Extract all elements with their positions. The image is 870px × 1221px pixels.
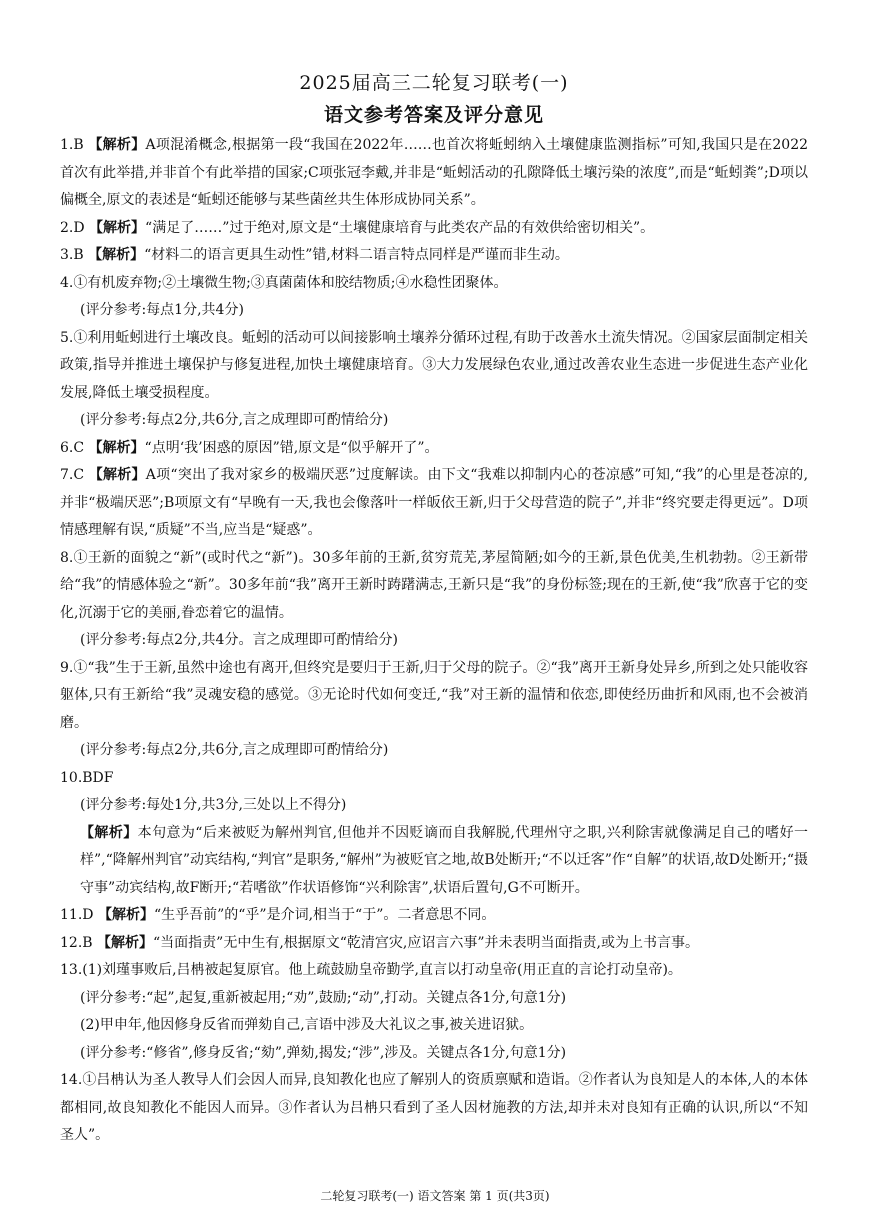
answer-text: ①利用蚯蚓进行土壤改良。蚯蚓的活动可以间接影响土壤养分循环过程,有助于改善水土流失情况。②国家层面制定相关政策,指导并推进土壤保护与修复进程,加快土壤健康培育。③大力发展绿色农业,通过改善农业生态进一步促进生态产业化发展,降低土壤受损程度。 bbox=[60, 329, 808, 401]
answer-item bbox=[60, 655, 808, 738]
answer-list bbox=[60, 132, 808, 1150]
scoring-note bbox=[60, 737, 808, 765]
answer-text: (1)刘瑾事败后,吕柟被起复原官。他上疏鼓励皇帝勤学,直言以打动皇帝(用正直的言论打动皇帝)。 bbox=[82, 962, 682, 978]
question-number: 5. bbox=[60, 329, 74, 346]
question-number: 9. bbox=[60, 659, 74, 676]
analysis-tag: 【解析】 bbox=[88, 439, 145, 456]
answer-item bbox=[60, 820, 808, 903]
question-number: 2.D bbox=[60, 219, 85, 236]
scoring-note bbox=[60, 1012, 808, 1040]
page-title: 2025届高三二轮复习联考(一) bbox=[299, 72, 569, 94]
answer-text: ①王新的面貌之“新”(或时代之“新”)。30多年前的王新,贫穷荒芜,茅屋简陋;如今的王新,景色优美,生机勃勃。②王新带给“我”的情感体验之“新”。30多年前“我”离开王新时踌躇满志,王新只是“我”的身份标签;现在的王新,使“我”欣喜于它的变化,沉溺于它的美丽,眷恋着它的温情。 bbox=[60, 549, 808, 621]
question-number: 8. bbox=[60, 549, 74, 566]
answer-text: “生乎吾前”的“乎”是介词,相当于“于”。二者意思不同。 bbox=[153, 907, 496, 923]
answer-text: ①有机废弃物;②土壤微生物;③真菌菌体和胶结物质;④水稳性团聚体。 bbox=[73, 274, 508, 291]
question-number: 12.B bbox=[60, 934, 93, 951]
scoring-note bbox=[60, 1040, 808, 1068]
analysis-tag: 【解析】 bbox=[88, 247, 145, 263]
answer-text: ①吕柟认为圣人教导人们会因人而异,良知教化也应了解别人的资质禀赋和造诣。②作者认为良知是人的本体,人的本体都相同,故良知教化不能因人而异。③作者认为吕柟只看到了圣人因材施教的方法,却并未对良知有正确的认识,所以“不知圣人”。 bbox=[60, 1072, 808, 1143]
analysis-tag: 【解析】 bbox=[88, 137, 146, 153]
scoring-note bbox=[60, 407, 808, 435]
answer-item bbox=[60, 270, 808, 298]
answer-item bbox=[60, 325, 808, 408]
answer-item bbox=[60, 215, 808, 243]
answer-text: (评分参考:“修省”,修身反省;“劾”,弹劾,揭发;“涉”,涉及。关键点各1分,句意1分) bbox=[80, 1044, 567, 1061]
answer-item bbox=[60, 242, 808, 270]
answer-item bbox=[60, 1067, 808, 1150]
analysis-tag: 【解析】 bbox=[80, 824, 138, 841]
answer-text: “满足了……”过于绝对,原文是“土壤健康培育与此类农产品的有效供给密切相关”。 bbox=[145, 219, 655, 236]
answer-text: “材料二的语言更具生动性”错,材料二语言特点同样是严谨而非生动。 bbox=[144, 247, 569, 263]
question-number: 7.C bbox=[60, 467, 85, 483]
answer-text: (2)甲申年,他因修身反省而弹劾自己,言语中涉及大礼议之事,被关进诏狱。 bbox=[80, 1017, 534, 1033]
answer-item bbox=[60, 957, 808, 985]
answer-item bbox=[60, 545, 808, 628]
page-subtitle: 语文参考答案及评分意见 bbox=[323, 104, 544, 126]
answer-item bbox=[60, 435, 808, 463]
analysis-tag: 【解析】 bbox=[97, 907, 154, 923]
answer-item bbox=[60, 462, 808, 545]
page-footer: 二轮复习联考(一) 语文答案 第 1 页(共3页) bbox=[320, 1189, 550, 1203]
answer-text: “当面指责”无中生有,根据原文“乾清宫灾,应诏言六事”并未表明当面指责,或为上书言事。 bbox=[153, 934, 699, 951]
question-number: 14. bbox=[60, 1072, 83, 1088]
scoring-note bbox=[60, 627, 808, 655]
answer-item bbox=[60, 902, 808, 930]
answer-text: (评分参考:每处1分,共3分,三处以上不得分) bbox=[80, 797, 347, 813]
answer-item bbox=[60, 930, 808, 958]
answer-text: A项“突出了我对家乡的极端厌恶”过度解读。由下文“我难以抑制内心的苍凉感”可知,“我”的心里是苍凉的,并非“极端厌恶”;B项原文有“早晚有一天,我也会像落叶一样皈依王新,归于父母营造的院子”,并非“终究要走得更远”。D项情感理解有误,“质疑”不当,应当是“疑惑”。 bbox=[60, 467, 809, 538]
analysis-tag: 【解析】 bbox=[89, 219, 146, 236]
answer-item bbox=[60, 765, 808, 793]
scoring-note bbox=[60, 985, 808, 1013]
question-number: 1.B bbox=[60, 137, 84, 153]
answer-text: (评分参考:每点2分,共6分,言之成理即可酌情给分) bbox=[80, 412, 389, 428]
answer-text: (评分参考:每点2分,共4分。言之成理即可酌情给分) bbox=[80, 632, 398, 648]
question-number: 11.D bbox=[60, 907, 94, 923]
question-number: 6.C bbox=[60, 439, 85, 456]
answer-item bbox=[60, 132, 808, 215]
scoring-note bbox=[60, 792, 808, 820]
answer-text: 本句意为“后来被贬为解州判官,但他并不因贬谪而自我解脱,代理州守之职,兴利除害就像满足自己的嗜好一样”,“降解州判官”动宾结构,“判官”是职务,“解州”为被贬官之地,故B处断开;“不以迁客”作“自解”的状语,故D处断开;“摄守事”动宾结构,故F断开;“若嗜欲”作状语修饰“兴利除害”,状语后置句,G不可断开。 bbox=[80, 824, 808, 896]
analysis-tag: 【解析】 bbox=[97, 934, 154, 951]
analysis-tag: 【解析】 bbox=[88, 467, 146, 483]
scoring-note bbox=[60, 297, 808, 325]
answer-text: BDF bbox=[82, 769, 114, 786]
question-number: 13. bbox=[60, 962, 83, 978]
answer-text: (评分参考:每点1分,共4分) bbox=[80, 302, 244, 318]
answer-text: ①“我”生于王新,虽然中途也有离开,但终究是要归于王新,归于父母的院子。②“我”离开王新身处异乡,所到之处只能收容躯体,只有王新给“我”灵魂安稳的感觉。③无论时代如何变迁,“我”对王新的温情和依恋,即使经历曲折和风雨,也不会被消磨。 bbox=[60, 659, 808, 731]
question-number: 3.B bbox=[60, 247, 84, 263]
answer-text: “点明‘我’困惑的原因”错,原文是“似乎解开了”。 bbox=[144, 439, 439, 456]
question-number: 4. bbox=[60, 274, 74, 291]
answer-text: A项混淆概念,根据第一段“我国在2022年……也首次将蚯蚓纳入土壤健康监测指标”可知,我国只是在2022首次有此举措,并非首个有此举措的国家;C项张冠李戴,并非是“蚯蚓活动的孔隙降低土壤污染的浓度”,而是“蚯蚓粪”;D项以偏概全,原文的表述是“蚯蚓还能够与某些菌丝共生体形成协同关系”。 bbox=[60, 137, 809, 208]
answer-text: (评分参考:“起”,起复,重新被起用;“劝”,鼓励;“动”,打动。关键点各1分,句意1分) bbox=[80, 989, 567, 1006]
question-number: 10. bbox=[60, 769, 83, 786]
answer-text: (评分参考:每点2分,共6分,言之成理即可酌情给分) bbox=[80, 742, 389, 758]
